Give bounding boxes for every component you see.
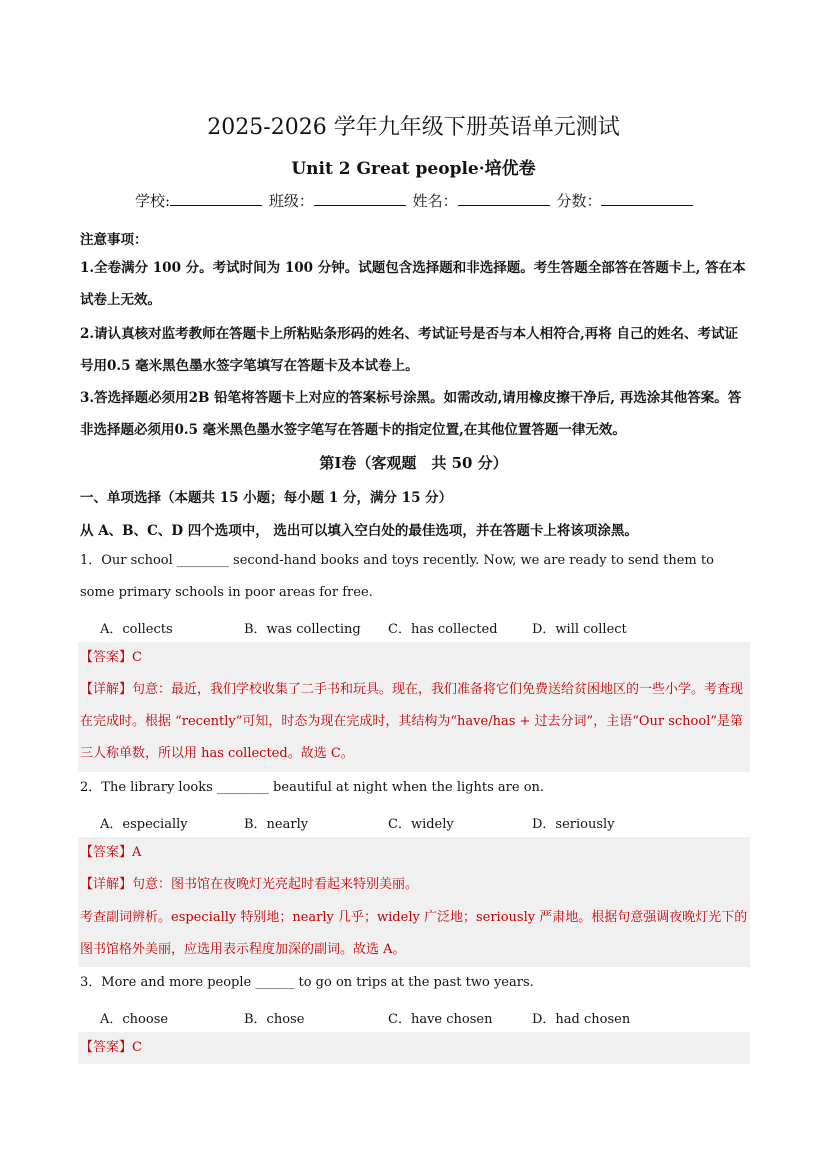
question-2-option-a: A．especially	[100, 817, 188, 832]
notice-item-2: 2.请认真核对监考教师在答题卡上所粘贴条形码的姓名、考试证号是否与本人相符合,再将 自己的姓名、考试证号用0.5 毫米黑色墨水签字笔填写在答题卡及本试卷上。	[80, 326, 738, 374]
exam-subtitle: Unit 2 Great people·培优卷	[291, 159, 536, 179]
section-instruction: 从 A、B、C、D 四个选项中， 选出可以填入空白处的最佳选项，并在答题卡上将该项涂黑。	[80, 523, 638, 539]
question-3-option-a: A．choose	[100, 1012, 169, 1027]
score-blank	[601, 191, 693, 206]
class-blank	[314, 191, 406, 206]
question-3-option-d: D．had chosen	[532, 1012, 631, 1027]
notice-heading: 注意事项：	[80, 232, 148, 248]
question-2-option-b: B．nearly	[244, 817, 309, 832]
question-2-explanation: 【详解】句意：图书馆在夜晚灯光亮起时看起来特别美丽。	[80, 877, 419, 892]
question-3-stem: 3．More and more people ______ to go on trips at the past two years.	[80, 975, 534, 990]
exam-title: 2025-2026 学年九年级下册英语单元测试	[207, 115, 620, 140]
question-3-option-c: C．have chosen	[388, 1012, 493, 1027]
question-2-option-d: D．seriously	[532, 817, 615, 832]
question-1-option-b: B．was collecting	[244, 622, 361, 637]
question-1-option-c: C．has collected	[388, 622, 498, 637]
question-2-options	[100, 813, 676, 832]
name-label: 姓名：	[412, 192, 458, 210]
notice-item-1: 1.全卷满分 100 分。考试时间为 100 分钟。试题包含选择题和非选择题。考生答题全部答在答题卡上, 答在本试卷上无效。	[80, 260, 746, 308]
score-label: 分数：	[556, 192, 602, 210]
school-blank	[170, 191, 262, 206]
question-1-answer: 【答案】C	[80, 650, 142, 665]
question-2-option-c: C．widely	[388, 817, 454, 832]
question-1-option-d: D．will collect	[532, 622, 627, 637]
student-info-line	[135, 190, 695, 211]
section-heading: 一、单项选择（本题共 15 小题；每小题 1 分，满分 15 分）	[80, 490, 453, 506]
class-label: 班级：	[268, 192, 314, 210]
question-1-option-a: A．collects	[100, 622, 173, 637]
question-2-answer: 【答案】A	[80, 845, 142, 860]
question-2-stem: 2．The library looks ________ beautiful at night when the lights are on.	[80, 780, 545, 795]
name-blank	[458, 191, 550, 206]
question-1-options	[100, 618, 676, 637]
question-3-answer: 【答案】C	[80, 1040, 142, 1055]
school-label: 学校:	[135, 192, 171, 210]
question-1-explanation: 【详解】句意：最近，我们学校收集了二手书和玩具。现在，我们准备将它们免费送给贫困地区的一些小学。考查现在完成时。根据 “recently”可知，时态为现在完成时，其结构为“have/has + 过去分词”，主语“Our school”是第三人称单数，所以用 has collected。故选 C。	[80, 682, 744, 761]
notice-item-3: 3.答选择题必须用2B 铅笔将答题卡上对应的答案标号涂黑。如需改动,请用橡皮擦干净后, 再选涂其他答案。答非选择题必须用0.5 毫米黑色墨水签字笔写在答题卡的指定位置,在其他位置答题一律无效。	[80, 390, 742, 438]
section-title: 第Ⅰ卷（客观题 共 50 分）	[319, 454, 508, 472]
question-3-option-b: B．chose	[244, 1012, 305, 1027]
question-2-explanation-detail: 考查副词辨析。especially 特别地；nearly 几乎；widely 广泛地；seriously 严肃地。根据句意强调夜晚灯光下的图书馆格外美丽，应选用表示程度加深的副词。故选 A。	[80, 910, 748, 957]
question-1-stem: 1．Our school ________ second-hand books and toys recently. Now, we are ready to send them to some primary schools in poor areas for free.	[80, 553, 714, 600]
question-3-options	[100, 1008, 676, 1027]
